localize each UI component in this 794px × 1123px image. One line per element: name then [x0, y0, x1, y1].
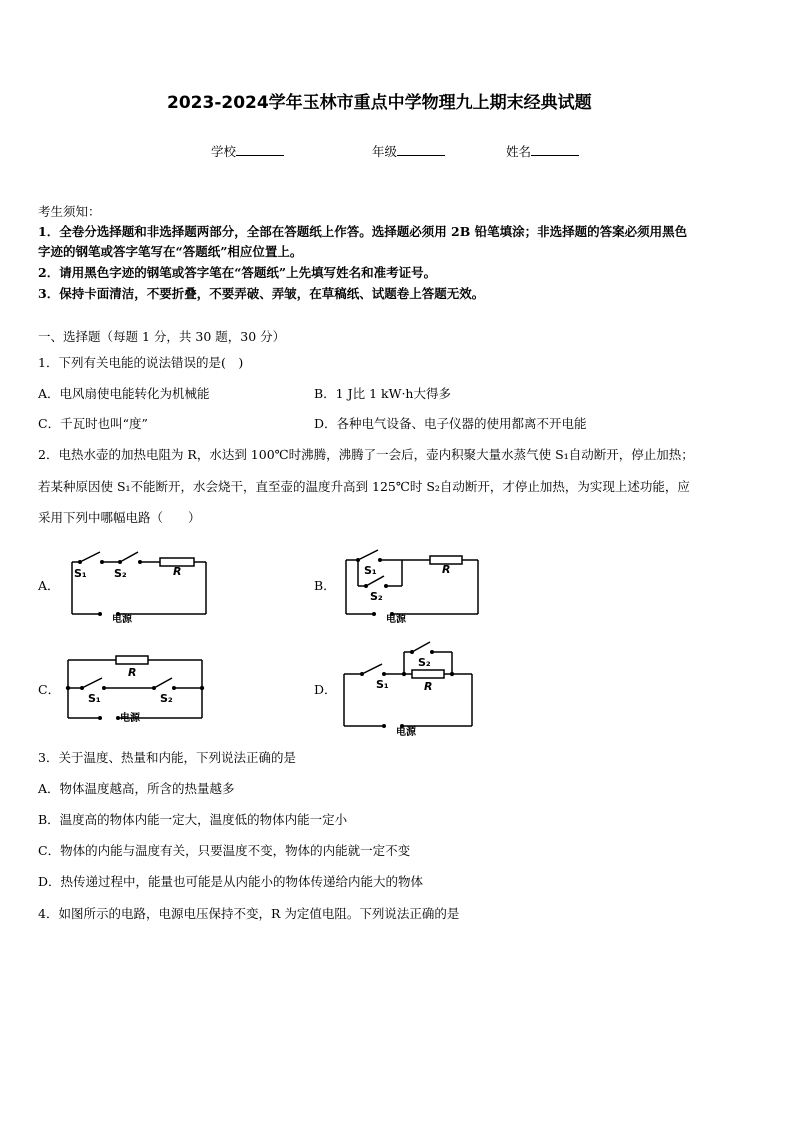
resistor-label: R	[128, 666, 137, 679]
power-source-label: 电源	[386, 614, 406, 625]
resistor-label: R	[442, 563, 451, 576]
switch-s2-label: S₂	[160, 692, 173, 705]
q3-option-a: A．物体温度越高，所含的热量越多	[38, 781, 235, 796]
school-label: 学校	[211, 144, 237, 159]
notice-item: 1．全卷分选择题和非选择题两部分，全部在答题纸上作答。选择题必须用 2B 铅笔填涂；非选择题的答案必须用黑色	[38, 224, 688, 239]
switch-s2-label: S₂	[370, 590, 383, 603]
circuit-b-diagram	[336, 542, 496, 632]
q1-option-a: A．电风扇使电能转化为机械能	[38, 386, 210, 401]
question-2-line: 采用下列中哪幅电路（ ）	[38, 510, 201, 525]
power-source-label: 电源	[120, 713, 140, 724]
notice-heading: 考生须知：	[38, 204, 101, 219]
page-title: 2023-2024学年玉林市重点中学物理九上期末经典试题	[167, 93, 592, 113]
question-4-stem: 4．如图所示的电路，电源电压保持不变，R 为定值电阻。下列说法正确的是	[38, 906, 460, 921]
switch-s2-label: S₂	[418, 656, 431, 669]
circuit-a-label: A．	[38, 578, 60, 593]
q1-option-d: D．各种电气设备、电子仪器的使用都离不开电能	[314, 416, 587, 431]
q3-option-b: B．温度高的物体内能一定大，温度低的物体内能一定小	[38, 812, 348, 827]
resistor-label: R	[173, 565, 182, 578]
switch-s1-label: S₁	[376, 678, 389, 691]
name-label: 姓名	[506, 144, 532, 159]
question-2-line: 2．电热水壶的加热电阻为 R，水达到 100℃时沸腾，沸腾了一会后，壶内积聚大量水蒸气使 S₁自动断开，停止加热；	[38, 447, 694, 462]
switch-s1-label: S₁	[74, 567, 87, 580]
circuit-d-diagram	[336, 638, 496, 738]
notice-item: 2．请用黑色字迹的钢笔或答字笔在“答题纸”上先填写姓名和准考证号。	[38, 265, 437, 280]
notice-item: 3．保持卡面清洁，不要折叠，不要弄破、弄皱，在草稿纸、试题卷上答题无效。	[38, 286, 485, 301]
question-3-stem: 3．关于温度、热量和内能，下列说法正确的是	[38, 750, 296, 765]
question-1-stem: 1．下列有关电能的说法错误的是( )	[38, 355, 244, 370]
q1-option-b: B．1 J比 1 kW·h大得多	[314, 386, 451, 401]
q1-option-c: C．千瓦时也叫“度”	[38, 416, 148, 431]
school-blank	[236, 143, 284, 156]
section-title: 一、选择题（每题 1 分，共 30 题，30 分）	[38, 329, 286, 344]
notice-item: 字迹的钢笔或答字笔写在“答题纸”相应位置上。	[38, 244, 303, 259]
q3-option-c: C．物体的内能与温度有关，只要温度不变，物体的内能就一定不变	[38, 843, 411, 858]
circuit-c-label: C．	[38, 682, 61, 697]
q3-option-d: D．热传递过程中，能量也可能是从内能小的物体传递给内能大的物体	[38, 874, 424, 889]
school-field	[211, 142, 284, 160]
switch-s2-label: S₂	[114, 567, 127, 580]
switch-s1-label: S₁	[364, 564, 377, 577]
grade-field	[372, 142, 445, 160]
power-source-label: 电源	[396, 727, 416, 738]
resistor-label: R	[424, 680, 433, 693]
circuit-d-label: D．	[314, 682, 337, 697]
power-source-label: 电源	[112, 614, 132, 625]
name-field	[506, 142, 579, 160]
grade-blank	[397, 143, 445, 156]
circuit-a-diagram	[60, 542, 220, 632]
grade-label: 年级	[372, 144, 398, 159]
name-blank	[531, 143, 579, 156]
circuit-c-diagram	[60, 648, 220, 738]
question-2-line: 若某种原因使 S₁不能断开，水会烧干，直至壶的温度升高到 125℃时 S₂自动断开，才停止加热，为实现上述功能，应	[38, 479, 690, 494]
switch-s1-label: S₁	[88, 692, 101, 705]
circuit-b-label: B．	[314, 578, 336, 593]
